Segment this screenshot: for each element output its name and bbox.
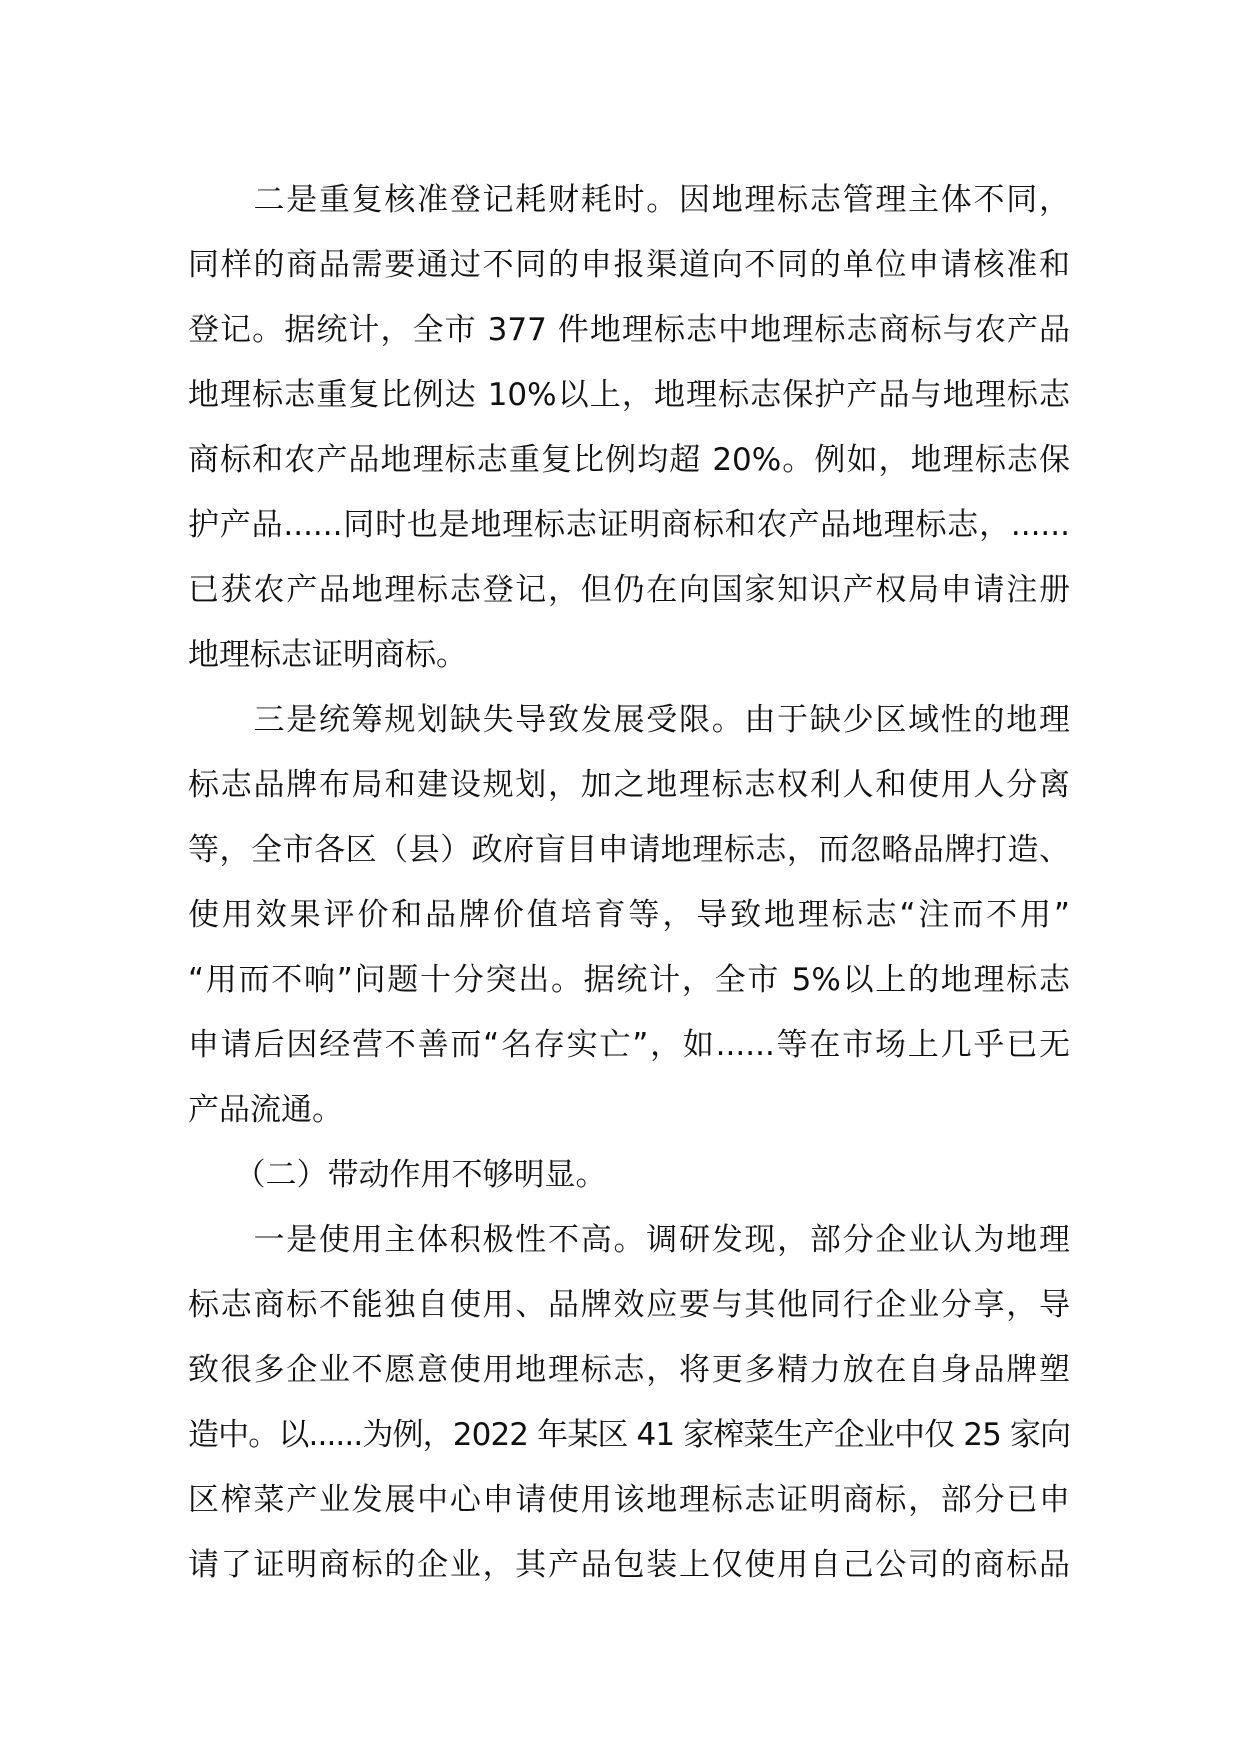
text-line: 致很多企业不愿意使用地理标志，将更多精力放在自身品牌塑 [188, 1352, 1070, 1388]
text-line: 造中。以......为例，2022 年某区 41 家榨菜生产企业中仅 25 家向 [188, 1417, 1071, 1453]
text-line: 区榨菜产业发展中心申请使用该地理标志证明商标，部分已申 [188, 1482, 1070, 1518]
text-line: 使用效果评价和品牌价值培育等，导致地理标志“注而不用” [188, 897, 1070, 933]
text-line: 产品流通。 [188, 1092, 343, 1128]
text-line: 登记。据统计，全市 377 件地理标志中地理标志商标与农产品 [188, 312, 1070, 348]
text-line: 同样的商品需要通过不同的申报渠道向不同的单位申请核准和 [188, 247, 1070, 283]
text-line: 地理标志证明商标。 [188, 637, 467, 673]
text-line: “用而不响”问题十分突出。据统计，全市 5%以上的地理标志 [188, 962, 1070, 998]
text-line: 请了证明商标的企业，其产品包装上仅使用自己公司的商标品 [188, 1547, 1070, 1583]
text-line: 标志品牌布局和建设规划，加之地理标志权利人和使用人分离 [188, 767, 1070, 803]
text-line: 标志商标不能独自使用、品牌效应要与其他同行企业分享，导 [188, 1287, 1070, 1323]
text-line: （二）带动作用不够明显。 [188, 1157, 607, 1193]
body-text [188, 168, 1070, 1598]
text-line: 三是统筹规划缺失导致发展受限。由于缺少区域性的地理 [188, 702, 1070, 738]
text-line: 已获农产品地理标志登记，但仍在向国家知识产权局申请注册 [188, 572, 1070, 608]
text-line: 地理标志重复比例达 10%以上，地理标志保护产品与地理标志 [188, 377, 1070, 413]
text-line: 申请后因经营不善而“名存实亡”，如......等在市场上几乎已无 [188, 1027, 1070, 1063]
text-line: 一是使用主体积极性不高。调研发现，部分企业认为地理 [188, 1222, 1070, 1258]
text-line: 护产品......同时也是地理标志证明商标和农产品地理标志，...... [188, 507, 1070, 543]
text-line: 二是重复核准登记耗财耗时。因地理标志管理主体不同， [188, 182, 1070, 218]
text-line: 等，全市各区（县）政府盲目申请地理标志，而忽略品牌打造、 [188, 832, 1070, 868]
text-line: 商标和农产品地理标志重复比例均超 20%。例如，地理标志保 [188, 442, 1070, 478]
